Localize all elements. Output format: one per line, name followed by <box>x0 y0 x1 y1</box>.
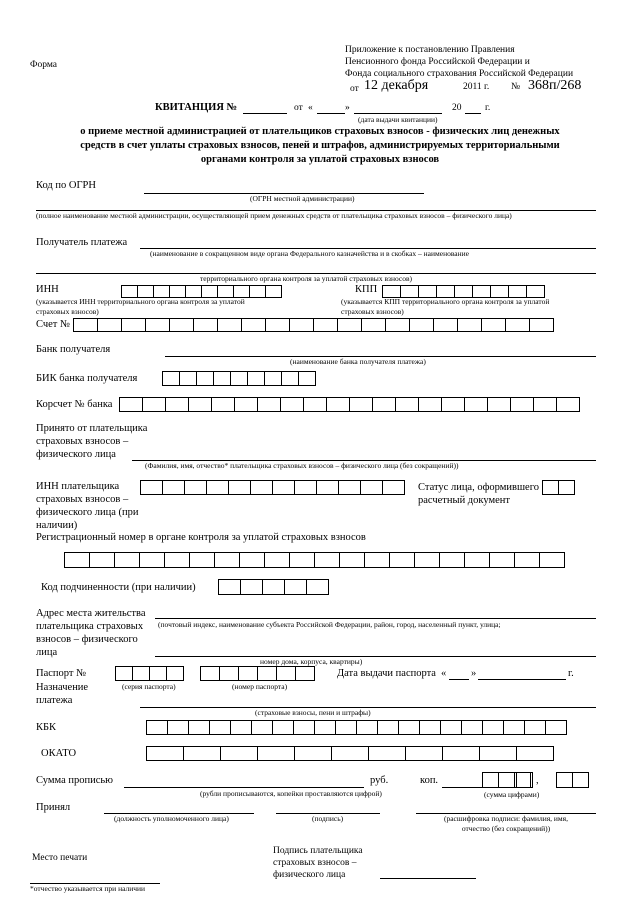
account-label: Счет № <box>36 319 71 330</box>
appendix-from: от <box>350 84 359 94</box>
payer-inn-boxes[interactable] <box>140 480 405 495</box>
inn-caption-2: страховых взносов) <box>36 307 99 316</box>
payer-inn-label-2: страховых взносов – <box>36 494 129 505</box>
subtitle-line-3: органами контроля за уплатой страховых взносов <box>200 154 440 165</box>
digit-cell[interactable] <box>303 397 327 412</box>
digit-cell[interactable] <box>218 579 241 595</box>
decoding-caption-2: отчество (без сокращений)) <box>461 824 551 833</box>
subordination-boxes[interactable] <box>218 579 329 595</box>
stamp-place-label: Место печати <box>32 853 88 863</box>
digit-cell[interactable] <box>349 397 373 412</box>
passport-month-year-line[interactable] <box>478 679 566 680</box>
digit-cell[interactable] <box>119 397 143 412</box>
inn-caption-1: (указывается ИНН территориального органа контроля за уплатой <box>36 297 245 306</box>
digit-cell[interactable] <box>167 720 189 735</box>
address-caption-2: номер дома, корпуса, квартиры) <box>260 657 363 666</box>
digit-cell[interactable] <box>257 397 281 412</box>
rub-label: руб. <box>370 775 389 786</box>
bik-label: БИК банка получателя <box>36 373 138 384</box>
digit-cell[interactable] <box>239 552 265 568</box>
payee-caption-2: территориального органа контроля за уплатой страховых взносов) <box>200 274 413 283</box>
digit-cell[interactable] <box>505 318 530 332</box>
ogrn-label: Код по ОГРН <box>36 180 96 191</box>
digit-cell[interactable] <box>121 318 146 332</box>
digit-cell[interactable] <box>272 720 294 735</box>
digit-cell[interactable] <box>337 318 362 332</box>
payer-label-1: Принято от плательщика <box>36 423 148 434</box>
digit-cell[interactable] <box>200 666 220 681</box>
digit-cell[interactable] <box>132 666 150 681</box>
address-label-1: Адрес места жительства <box>36 608 146 619</box>
digit-cell[interactable] <box>146 746 184 761</box>
payee-label: Получатель платежа <box>36 237 128 248</box>
digit-cell[interactable] <box>250 480 273 495</box>
kbk-boxes[interactable] <box>146 720 567 735</box>
digit-cell[interactable] <box>264 371 282 386</box>
digit-cell[interactable] <box>189 552 215 568</box>
digit-cell[interactable] <box>442 746 480 761</box>
digit-cell[interactable] <box>487 397 511 412</box>
digit-cell[interactable] <box>364 552 390 568</box>
digit-cell[interactable] <box>234 397 258 412</box>
digit-cell[interactable] <box>516 746 554 761</box>
passport-day-line[interactable] <box>449 679 469 680</box>
digit-cell[interactable] <box>64 552 90 568</box>
digit-cell[interactable] <box>529 318 554 332</box>
purpose-caption: (страховые взносы, пени и штрафы) <box>255 708 371 717</box>
year-suffix: г. <box>485 103 491 113</box>
digit-cell[interactable] <box>524 720 546 735</box>
status-label-1: Статус лица, оформившего <box>418 482 540 493</box>
digit-cell[interactable] <box>196 371 214 386</box>
digit-cell[interactable] <box>162 480 185 495</box>
corr-account-label: Корсчет № банка <box>36 399 113 410</box>
passport-series-boxes[interactable] <box>115 666 184 681</box>
digit-cell[interactable] <box>356 720 378 735</box>
digit-cell[interactable] <box>251 720 273 735</box>
digit-cell[interactable] <box>230 720 252 735</box>
digit-cell[interactable] <box>289 552 315 568</box>
subtitle-line-2: средств в счет уплаты страховых взносов, пеней и штрафов, администрируемых территориальными <box>80 140 560 151</box>
digit-cell[interactable] <box>280 397 304 412</box>
digit-cell[interactable] <box>418 397 442 412</box>
payer-inn-label-1: ИНН плательщика <box>36 481 120 492</box>
receipt-from: от <box>294 103 303 113</box>
address-label-3: взносов – физического <box>36 634 138 645</box>
digit-cell[interactable] <box>556 397 580 412</box>
receipt-title: КВИТАНЦИЯ № <box>155 102 238 113</box>
payer-signature-label-2: страховых взносов – <box>273 858 357 868</box>
digit-cell[interactable] <box>382 480 405 495</box>
digit-cell[interactable] <box>115 666 133 681</box>
digit-cell[interactable] <box>247 371 265 386</box>
digit-cell[interactable] <box>249 285 266 298</box>
digit-cell[interactable] <box>97 318 122 332</box>
digit-cell[interactable] <box>164 552 190 568</box>
accepted-label: Принял <box>36 802 71 813</box>
corr-account-boxes[interactable] <box>119 397 580 412</box>
digit-cell[interactable] <box>498 772 515 788</box>
subtitle-line-1: о приеме местной администрацией от плательщиков страховых взносов - физических лиц денежных <box>80 126 560 137</box>
amount-words-line[interactable] <box>124 787 364 788</box>
address-label-2: плательщика страховых <box>36 621 144 632</box>
digit-cell[interactable] <box>464 552 490 568</box>
digit-cell[interactable] <box>284 579 307 595</box>
payer-caption: (Фамилия, имя, отчество* плательщика страховых взносов – физического лица (без сокращений)) <box>145 461 459 470</box>
digit-cell[interactable] <box>377 720 399 735</box>
digit-cell[interactable] <box>165 397 189 412</box>
digit-cell[interactable] <box>169 318 194 332</box>
digit-cell[interactable] <box>209 720 231 735</box>
digit-cell[interactable] <box>142 397 166 412</box>
digit-cell[interactable] <box>276 666 296 681</box>
payer-signature-label-3: физического лица <box>273 870 346 880</box>
digit-cell[interactable] <box>206 480 229 495</box>
digit-cell[interactable] <box>145 318 170 332</box>
digit-cell[interactable] <box>262 579 285 595</box>
digit-cell[interactable] <box>272 480 295 495</box>
payer-signature-label-1: Подпись плательщика <box>273 846 363 856</box>
day-line[interactable] <box>317 113 345 114</box>
digit-cell[interactable] <box>313 318 338 332</box>
kbk-label: КБК <box>36 722 57 733</box>
digit-cell[interactable] <box>419 720 441 735</box>
decoding-caption-1: (расшифровка подписи: фамилия, имя, <box>443 814 568 823</box>
address-caption-1: (почтовый индекс, наименование субъекта Российской Федерации, район, город, населенный пункт, улица; <box>158 620 501 629</box>
digit-cell[interactable] <box>238 666 258 681</box>
digit-cell[interactable] <box>385 318 410 332</box>
digit-cell[interactable] <box>140 480 163 495</box>
passport-date-label: Дата выдачи паспорта <box>337 668 436 679</box>
digit-cell[interactable] <box>314 720 336 735</box>
payer-signature-line[interactable] <box>380 878 476 879</box>
digit-cell[interactable] <box>361 318 386 332</box>
digit-cell[interactable] <box>257 666 277 681</box>
receipt-number-line[interactable] <box>243 113 287 114</box>
digit-cell[interactable] <box>298 371 316 386</box>
digit-cell[interactable] <box>146 720 168 735</box>
amount-kop-boxes[interactable] <box>556 772 589 788</box>
digit-cell[interactable] <box>219 666 239 681</box>
digit-cell[interactable] <box>395 397 419 412</box>
quote-close: » <box>345 103 350 113</box>
digit-cell[interactable] <box>514 552 540 568</box>
quote-open: « <box>308 103 313 113</box>
digit-cell[interactable] <box>510 397 534 412</box>
reg-number-label: Регистрационный номер в органе контроля за уплатой страховых взносов <box>36 532 366 543</box>
appendix-date: 12 декабря <box>364 78 429 93</box>
kop-label: коп. <box>420 775 439 786</box>
appendix-number-sign: № <box>511 82 521 92</box>
digit-cell[interactable] <box>360 480 383 495</box>
digit-cell[interactable] <box>162 371 180 386</box>
digit-cell[interactable] <box>211 397 235 412</box>
digit-cell[interactable] <box>241 318 266 332</box>
digit-cell[interactable] <box>228 480 251 495</box>
digit-cell[interactable] <box>482 720 504 735</box>
passport-year-suffix: г. <box>568 668 574 679</box>
digit-cell[interactable] <box>481 318 506 332</box>
digit-cell[interactable] <box>217 318 242 332</box>
purpose-label-2: платежа <box>36 695 73 706</box>
appendix-number: 368п/268 <box>528 78 582 93</box>
digit-cell[interactable] <box>184 480 207 495</box>
digit-cell[interactable] <box>457 318 482 332</box>
digit-cell[interactable] <box>281 371 299 386</box>
payer-inn-label-3: физического лица (при <box>36 507 139 518</box>
digit-cell[interactable] <box>542 480 559 495</box>
digit-cell[interactable] <box>409 318 434 332</box>
address-line-1[interactable] <box>155 618 596 619</box>
amount-comma: , <box>536 775 539 786</box>
digit-cell[interactable] <box>338 480 361 495</box>
digit-cell[interactable] <box>265 285 282 298</box>
issue-date-caption: (дата выдачи квитанции) <box>358 115 438 124</box>
year-prefix: 20 <box>452 103 462 113</box>
purpose-label-1: Назначение <box>36 682 89 693</box>
passport-number-caption: (номер паспорта) <box>232 682 288 691</box>
digit-cell[interactable] <box>230 371 248 386</box>
digit-cell[interactable] <box>372 397 396 412</box>
digit-cell[interactable] <box>293 720 315 735</box>
digit-cell[interactable] <box>295 666 315 681</box>
digit-cell[interactable] <box>461 720 483 735</box>
digit-cell[interactable] <box>331 746 369 761</box>
digit-cell[interactable] <box>503 720 525 735</box>
kpp-caption-2: страховых взносов) <box>341 307 404 316</box>
digit-cell[interactable] <box>139 552 165 568</box>
digit-cell[interactable] <box>441 397 465 412</box>
amount-words-caption: (рубли прописываются, копейки проставляются цифрой) <box>200 789 382 798</box>
digit-cell[interactable] <box>398 720 420 735</box>
digit-cell[interactable] <box>188 397 212 412</box>
digit-cell[interactable] <box>166 666 184 681</box>
status-boxes[interactable] <box>542 480 575 495</box>
passport-series-caption: (серия паспорта) <box>122 682 176 691</box>
bank-label: Банк получателя <box>36 344 111 355</box>
reg-number-boxes[interactable] <box>64 552 565 568</box>
form-label: Форма <box>30 60 58 70</box>
digit-cell[interactable] <box>89 552 115 568</box>
digit-cell[interactable] <box>556 772 573 788</box>
digit-cell[interactable] <box>433 318 458 332</box>
digit-cell[interactable] <box>264 552 290 568</box>
digit-cell[interactable] <box>114 552 140 568</box>
footnote: *отчество указывается при наличии <box>30 884 146 893</box>
digit-cell[interactable] <box>240 579 263 595</box>
payer-label-2: страховых взносов – <box>36 436 129 447</box>
digit-cell[interactable] <box>482 772 499 788</box>
amount-rub-boxes-2[interactable] <box>516 772 533 788</box>
passport-date-quote-close: » <box>471 668 477 679</box>
payer-label-3: физического лица <box>36 449 116 460</box>
okato-boxes[interactable] <box>146 746 554 761</box>
digit-cell[interactable] <box>220 746 258 761</box>
amount-words-label: Сумма прописью <box>36 775 114 786</box>
inn-label: ИНН <box>36 284 59 295</box>
digit-cell[interactable] <box>73 318 98 332</box>
administration-caption: (полное наименование местной администрации, осуществляющей прием денежных средств от плательщика страховых взносов – физического лица) <box>36 211 512 220</box>
payer-inn-label-4: наличии) <box>36 520 78 531</box>
digit-cell[interactable] <box>545 720 567 735</box>
status-label-2: расчетный документ <box>418 495 510 506</box>
digit-cell[interactable] <box>289 318 314 332</box>
kpp-caption-1: (указывается КПП территориального органа контроля за уплатой <box>341 297 550 306</box>
digit-cell[interactable] <box>516 772 533 788</box>
ogrn-caption: (ОГРН местной администрации) <box>250 194 355 203</box>
digit-cell[interactable] <box>179 371 197 386</box>
digit-cell[interactable] <box>314 552 340 568</box>
digit-cell[interactable] <box>188 720 210 735</box>
digit-cell[interactable] <box>294 480 317 495</box>
digit-cell[interactable] <box>149 666 167 681</box>
appendix-year: 2011 г. <box>463 82 490 92</box>
passport-number-boxes[interactable] <box>200 666 315 681</box>
digit-cell[interactable] <box>489 552 515 568</box>
okato-label: ОКАТО <box>41 748 77 759</box>
digit-cell[interactable] <box>257 746 295 761</box>
digit-cell[interactable] <box>193 318 218 332</box>
kop-line[interactable] <box>442 787 482 788</box>
digit-cell[interactable] <box>389 552 415 568</box>
digit-cell[interactable] <box>464 397 488 412</box>
bank-caption: (наименование банка получателя платежа) <box>290 357 426 366</box>
digit-cell[interactable] <box>316 480 339 495</box>
signature-caption: (подпись) <box>312 814 344 823</box>
payee-caption-1: (наименование в сокращенном виде органа Федерального казначейства и в скобках – наименование <box>150 249 469 258</box>
appendix-line-1: Приложение к постановлению Правления <box>345 45 515 55</box>
month-line[interactable] <box>354 113 442 114</box>
bik-boxes[interactable] <box>162 371 316 386</box>
digit-cell[interactable] <box>533 397 557 412</box>
digit-cell[interactable] <box>213 371 231 386</box>
account-boxes[interactable] <box>73 318 554 332</box>
digit-cell[interactable] <box>439 552 465 568</box>
digit-cell[interactable] <box>306 579 329 595</box>
digit-cell[interactable] <box>339 552 365 568</box>
subordination-label: Код подчиненности (при наличии) <box>41 582 196 593</box>
digit-cell[interactable] <box>539 552 565 568</box>
digit-cell[interactable] <box>265 318 290 332</box>
passport-label: Паспорт № <box>36 668 87 679</box>
kpp-label: КПП <box>355 284 378 295</box>
address-label-4: лица <box>36 647 58 658</box>
digit-cell[interactable] <box>294 746 332 761</box>
appendix-line-3: Фонда социального страхования Российской Федерации <box>345 69 574 79</box>
digit-cell[interactable] <box>214 552 240 568</box>
digit-cell[interactable] <box>405 746 443 761</box>
digit-cell[interactable] <box>440 720 462 735</box>
digit-cell[interactable] <box>335 720 357 735</box>
digit-cell[interactable] <box>326 397 350 412</box>
digit-cell[interactable] <box>368 746 406 761</box>
digit-cell[interactable] <box>414 552 440 568</box>
amount-digits-caption: (сумма цифрами) <box>484 790 540 799</box>
digit-cell[interactable] <box>479 746 517 761</box>
appendix-line-2: Пенсионного фонда Российской Федерации и <box>345 57 530 67</box>
year-line[interactable] <box>465 113 481 114</box>
address-line-2[interactable] <box>155 656 596 657</box>
digit-cell[interactable] <box>183 746 221 761</box>
digit-cell[interactable] <box>572 772 589 788</box>
position-caption: (должность уполномоченного лица) <box>114 814 229 823</box>
digit-cell[interactable] <box>558 480 575 495</box>
passport-date-quote-open: « <box>441 668 447 679</box>
